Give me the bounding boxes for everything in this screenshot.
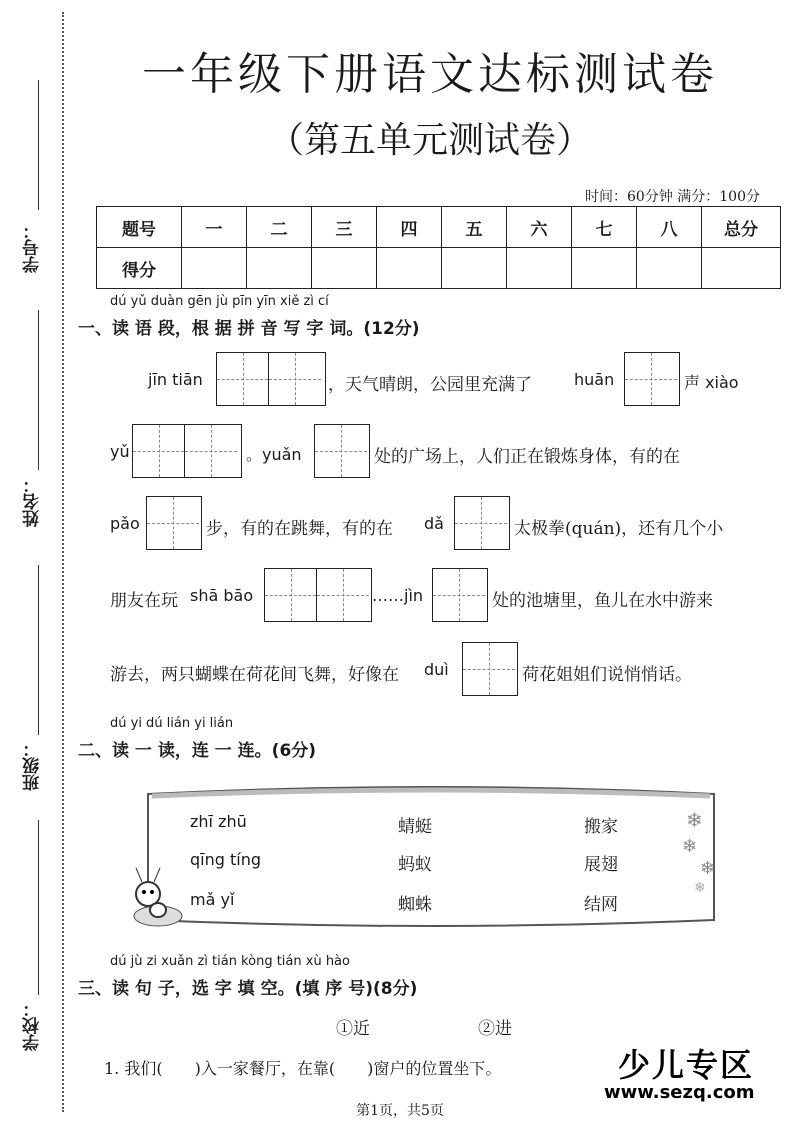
option-1: ①近 bbox=[336, 1019, 370, 1039]
score-cell[interactable] bbox=[377, 248, 442, 289]
pinyin-prompt: yǔ bbox=[110, 442, 130, 461]
answer-box-2[interactable] bbox=[132, 424, 242, 478]
score-cell[interactable] bbox=[507, 248, 572, 289]
score-cell[interactable] bbox=[312, 248, 377, 289]
student-id-field[interactable] bbox=[38, 80, 39, 210]
match-pinyin[interactable]: zhī zhū bbox=[190, 812, 247, 831]
passage-text: ，天气晴朗，公园里充满了 bbox=[328, 375, 532, 395]
page-footer: 第1页，共5页 bbox=[356, 1103, 444, 1119]
answer-box-1[interactable] bbox=[432, 568, 488, 622]
section2-pinyin: dú yi dú lián yi lián bbox=[110, 716, 234, 731]
binding-dotted-line bbox=[62, 12, 64, 1112]
exam-meta: 时间：60分钟 满分：100分 bbox=[585, 189, 760, 205]
score-table-header-row bbox=[97, 207, 781, 248]
pinyin-prompt: 声 xiào bbox=[684, 373, 739, 392]
match-pinyin[interactable]: mǎ yǐ bbox=[190, 890, 235, 909]
answer-box-1[interactable] bbox=[624, 352, 680, 406]
score-header-cell: 八 bbox=[637, 207, 702, 248]
name-field[interactable] bbox=[38, 310, 39, 470]
school-label: 学校： bbox=[23, 1000, 43, 1051]
question-1: 1. 我们( )入一家餐厅，在靠( )窗户的位置坐下。 bbox=[104, 1059, 502, 1078]
passage-text: 游去，两只蝴蝶在荷花间飞舞，好像在 bbox=[110, 665, 399, 685]
page-subtitle: （第五单元测试卷） bbox=[267, 120, 592, 161]
snowflake-icon: ❄ bbox=[686, 808, 703, 832]
pinyin-prompt: jīn tiān bbox=[148, 370, 203, 389]
section3-pinyin: dú jù zi xuǎn zì tián kòng tián xù hào bbox=[110, 954, 350, 969]
class-field[interactable] bbox=[38, 565, 39, 735]
score-header-cell: 七 bbox=[572, 207, 637, 248]
score-header-cell: 五 bbox=[442, 207, 507, 248]
watermark-url: www.sezq.com bbox=[604, 1082, 755, 1103]
score-row-label: 得分 bbox=[97, 248, 182, 289]
match-insect[interactable]: 蚂蚁 bbox=[398, 855, 432, 875]
passage-text: 步，有的在跳舞，有的在 bbox=[206, 519, 393, 539]
section1-heading: 一、读 语 段，根 据 拼 音 写 字 词。(12分) bbox=[78, 319, 420, 339]
passage-text: 朋友在玩 bbox=[110, 591, 178, 611]
name-label: 姓名： bbox=[23, 476, 43, 527]
score-cell[interactable] bbox=[182, 248, 247, 289]
pinyin-prompt: 。yuǎn bbox=[246, 445, 302, 464]
score-cell[interactable] bbox=[247, 248, 312, 289]
pinyin-prompt: shā bāo bbox=[190, 586, 254, 605]
match-insect[interactable]: 蜘蛛 bbox=[398, 895, 432, 915]
school-field[interactable] bbox=[38, 820, 39, 995]
watermark-logo: 少儿专区 bbox=[618, 1046, 755, 1084]
answer-box-2[interactable] bbox=[216, 352, 326, 406]
option-2: ②进 bbox=[478, 1019, 512, 1039]
score-cell[interactable] bbox=[572, 248, 637, 289]
pinyin-prompt: huān bbox=[574, 370, 615, 389]
pinyin-prompt: ……jìn bbox=[372, 586, 424, 605]
score-table bbox=[96, 206, 781, 289]
score-header-cell: 总分 bbox=[702, 207, 781, 248]
pinyin-prompt: dǎ bbox=[424, 514, 444, 533]
score-cell[interactable] bbox=[637, 248, 702, 289]
pinyin-prompt: duì bbox=[424, 660, 449, 679]
passage-text: 处的池塘里，鱼儿在水中游来 bbox=[492, 591, 713, 611]
score-cell[interactable] bbox=[702, 248, 781, 289]
answer-box-1[interactable] bbox=[454, 496, 510, 550]
pinyin-prompt: pǎo bbox=[110, 514, 140, 533]
ant-icon bbox=[118, 858, 188, 938]
score-header-cell: 一 bbox=[182, 207, 247, 248]
answer-box-1[interactable] bbox=[314, 424, 370, 478]
snowflake-icon: ❄ bbox=[694, 880, 706, 896]
student-id-label: 学号： bbox=[23, 222, 43, 273]
class-label: 班级： bbox=[23, 740, 43, 791]
snowflake-icon: ❄ bbox=[700, 858, 716, 879]
answer-box-1[interactable] bbox=[462, 642, 518, 696]
snowflake-icon: ❄ bbox=[682, 836, 698, 857]
score-header-cell: 二 bbox=[247, 207, 312, 248]
score-table-score-row bbox=[97, 248, 781, 289]
passage-text: 处的广场上，人们正在锻炼身体，有的在 bbox=[374, 447, 680, 467]
score-header-cell: 三 bbox=[312, 207, 377, 248]
score-header-cell: 四 bbox=[377, 207, 442, 248]
match-insect[interactable]: 蜻蜓 bbox=[398, 817, 432, 837]
passage-text: 太极拳(quán)，还有几个小 bbox=[514, 519, 724, 539]
match-pinyin[interactable]: qīng tíng bbox=[190, 850, 261, 869]
section2-heading: 二、读 一 读，连 一 连。(6分) bbox=[78, 741, 317, 761]
score-cell[interactable] bbox=[442, 248, 507, 289]
section3-heading: 三、读 句 子，选 字 填 空。(填 序 号)(8分) bbox=[78, 979, 418, 999]
passage-text: 荷花姐姐们说悄悄话。 bbox=[522, 665, 692, 685]
page-title: 一年级下册语文达标测试卷 bbox=[142, 49, 718, 100]
score-header-cell: 六 bbox=[507, 207, 572, 248]
answer-box-2[interactable] bbox=[264, 568, 372, 622]
score-header-cell: 题号 bbox=[97, 207, 182, 248]
match-action[interactable]: 结网 bbox=[584, 895, 618, 915]
match-action[interactable]: 展翅 bbox=[584, 855, 618, 875]
section1-pinyin: dú yǔ duàn gēn jù pīn yīn xiě zì cí bbox=[110, 294, 329, 309]
match-action[interactable]: 搬家 bbox=[584, 817, 618, 837]
answer-box-1[interactable] bbox=[146, 496, 202, 550]
